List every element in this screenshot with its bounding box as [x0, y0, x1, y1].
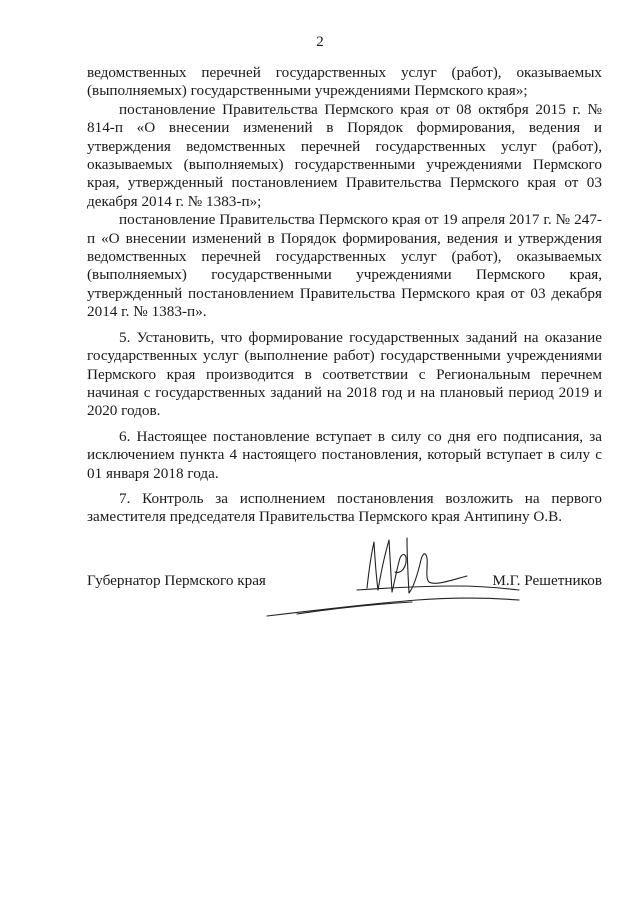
paragraph-resolution-814: постановление Правительства Пермского края от 08 октября 2015 г. № 814-п «О внесении изменений в Порядок формирования, ведения и утверждения ведомственных перечней государственных услуг (работ), оказываемых (выполняемых) государственными учреждениями Пермского края, утвержденный постановлением Правительства Пермского края от 03 декабря 2014 г. № 1383-п»; — [87, 100, 602, 210]
paragraph-item-7: 7. Контроль за исполнением постановления возложить на первого заместителя председателя Правительства Пермского края Антипину О.В. — [87, 489, 602, 526]
paragraph-resolution-247: постановление Правительства Пермского края от 19 апреля 2017 г. № 247-п «О внесении изменений в Порядок формирования, ведения и утверждения ведомственных перечней государственных услуг (работ), оказываемых (выполняемых) государственными учреждениями Пермского края, утвержденный постановлением Правительства Пермского края от 03 декабря 2014 г. № 1383-п». — [87, 211, 602, 321]
page-number: 2 — [316, 34, 324, 50]
signature-block — [87, 560, 602, 620]
document-body — [87, 64, 602, 527]
signatory-name: М.Г. Решетников — [492, 572, 602, 589]
paragraph-item-5: 5. Установить, что формирование государственных заданий на оказание государственных услуг (выполнение работ) государственными учреждениями Пермского края производится в соответствии с Региональным перечнем начиная с государственных заданий на 2018 год и на плановый период 2019 и 2020 годов. — [87, 328, 602, 420]
handwritten-signature — [257, 530, 527, 620]
signatory-position: Губернатор Пермского края — [87, 572, 266, 589]
paragraph-continuation: ведомственных перечней государственных услуг (работ), оказываемых (выполняемых) государственными учреждениями Пермского края»; — [87, 64, 602, 100]
paragraph-item-6: 6. Настоящее постановление вступает в силу со дня его подписания, за исключением пункта 4 настоящего постановления, который вступает в силу с 01 января 2018 года. — [87, 427, 602, 482]
